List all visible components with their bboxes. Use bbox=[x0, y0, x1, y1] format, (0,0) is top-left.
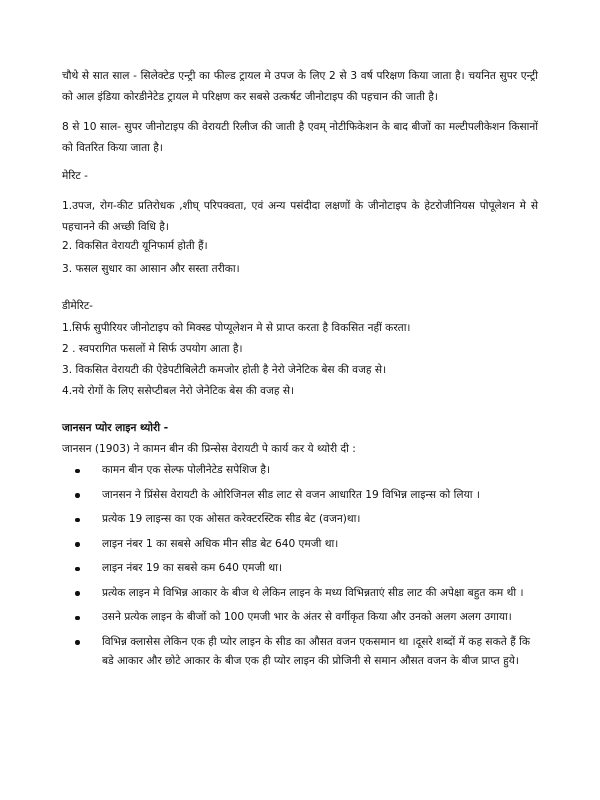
intro-paragraph-1: चौथे से सात साल - सिलेक्टेड एन्ट्री का फील्ड ट्रायल मे उपज के लिए 2 से 3 वर्ष परिक्षण किया जाता है। चयनित सुपर एन्ट्री को आल इंडिया कोरडीनेटेड ट्रायल मे परिक्षण कर सबसे उत्कर्षट जीनोटाइप की पहचान की जाती है। bbox=[62, 70, 538, 103]
bullet-dot-icon bbox=[75, 567, 80, 572]
bullet-dot-icon bbox=[75, 469, 80, 474]
list-item-text: उसने प्रत्येक लाइन के बीजों को 100 एमजी भार के अंतर से वर्गीकृत किया और उनको अलग अलग उगाया। bbox=[102, 611, 512, 623]
list-item bbox=[62, 584, 538, 603]
johannsen-bullet-list bbox=[62, 461, 538, 676]
list-item bbox=[62, 559, 538, 578]
merit-item-1: 1.उपज, रोग-कीट प्रतिरोधक ,शीघ् परिपक्वता, एवं अन्य पसंदीदा लक्षणों के जीनोटाइप के हेटरोजीनियस पोपूलेशन मे से पहचानने की अच्छी विधि है। bbox=[62, 200, 538, 233]
intro-paragraph-2: 8 से 10 साल- सुपर जीनोटाइप की वेरायटी रिलीज की जाती है एवम् नोटीफिकेशन के बाद बीजों का मल्टीपलीकेशन किसानों को वितरित किया जाता है। bbox=[62, 121, 538, 154]
bullet-dot-icon bbox=[75, 518, 80, 523]
list-item-text: जानसन ने प्रिंसेस वेरायटी के ओरिजिनल सीड लाट से वजन आधारित 19 विभिन्न लाइन्स को लिया । bbox=[102, 488, 480, 501]
demerit-heading: डीमेरिट- bbox=[62, 300, 93, 312]
list-item-text: लाइन नंबर 19 का सबसे कम 640 एमजी था। bbox=[102, 562, 282, 574]
list-item bbox=[62, 608, 538, 627]
bullet-dot-icon bbox=[75, 640, 80, 645]
merit-item-2: 2. विकसित वेरायटी यूनिफार्म होती हैं। bbox=[62, 240, 208, 252]
list-item-text: लाइन नंबर 1 का सबसे अधिक मीन सीड बेट 640 एमजी था। bbox=[102, 537, 339, 550]
list-item bbox=[62, 510, 538, 529]
merit-item-3: 3. फसल सुधार का आसान और सस्ता तरीका। bbox=[62, 263, 240, 275]
johannsen-heading: जानसन प्योर लाइन थ्योरी - bbox=[62, 422, 169, 434]
johannsen-intro: जानसन (1903) ने कामन बीन की प्रिन्सेस वेरायटी पे कार्य कर ये थ्योरी दी : bbox=[62, 443, 356, 455]
list-item-text: विभिन्न क्लासेस लेकिन एक ही प्योर लाइन के सीड का औसत वजन एकसमान था ।दूसरे शब्दों में कह सकते हैं कि बडे आकार और छोटे आकार के बीज एक ही प्योर लाइन की प्रोजिनी से समान औसत वजन के बीज प्राप्त हुये। bbox=[102, 635, 531, 667]
bullet-dot-icon bbox=[75, 591, 80, 596]
demerit-item-3: 3. विकसित वेरायटी की ऐडेपटीबिलेटी कमजोर होती है नेरो जेनेटिक बेस की वजह से। bbox=[62, 364, 387, 376]
list-item-text: प्रत्येक 19 लाइन्स का एक ओसत करेक्टरस्टिक सीड बेट (वजन)था। bbox=[102, 513, 361, 525]
merit-heading: मेरिट - bbox=[62, 170, 88, 182]
demerit-item-4: 4.नये रोगों के लिए ससेप्टीबल नेरो जेनेटिक बेस की वजह से। bbox=[62, 385, 295, 397]
bullet-dot-icon bbox=[75, 616, 80, 621]
bullet-dot-icon bbox=[75, 493, 80, 498]
demerit-item-2: 2 . स्वपरागित फसलों मे सिर्फ उपयोग आता है। bbox=[62, 343, 243, 355]
demerit-item-1: 1.सिर्फ सुपीरियर जीनोटाइप को मिक्स्ड पोप्यूलेशन मे से प्राप्त करता है विकसित नहीं करता। bbox=[62, 322, 411, 334]
list-item bbox=[62, 486, 538, 505]
bullet-dot-icon bbox=[75, 542, 80, 547]
list-item bbox=[62, 535, 538, 554]
list-item bbox=[62, 633, 538, 671]
list-item-text: प्रत्येक लाइन मे विभिन्न आकार के बीज थे लेकिन लाइन के मध्य विभिन्नताएं सीड लाट की अपेक्षा बहुत कम थी । bbox=[102, 586, 524, 599]
list-item bbox=[62, 461, 538, 480]
list-item-text: कामन बीन एक सेल्फ पोलीनेटेड सपेशिज है। bbox=[102, 464, 271, 476]
